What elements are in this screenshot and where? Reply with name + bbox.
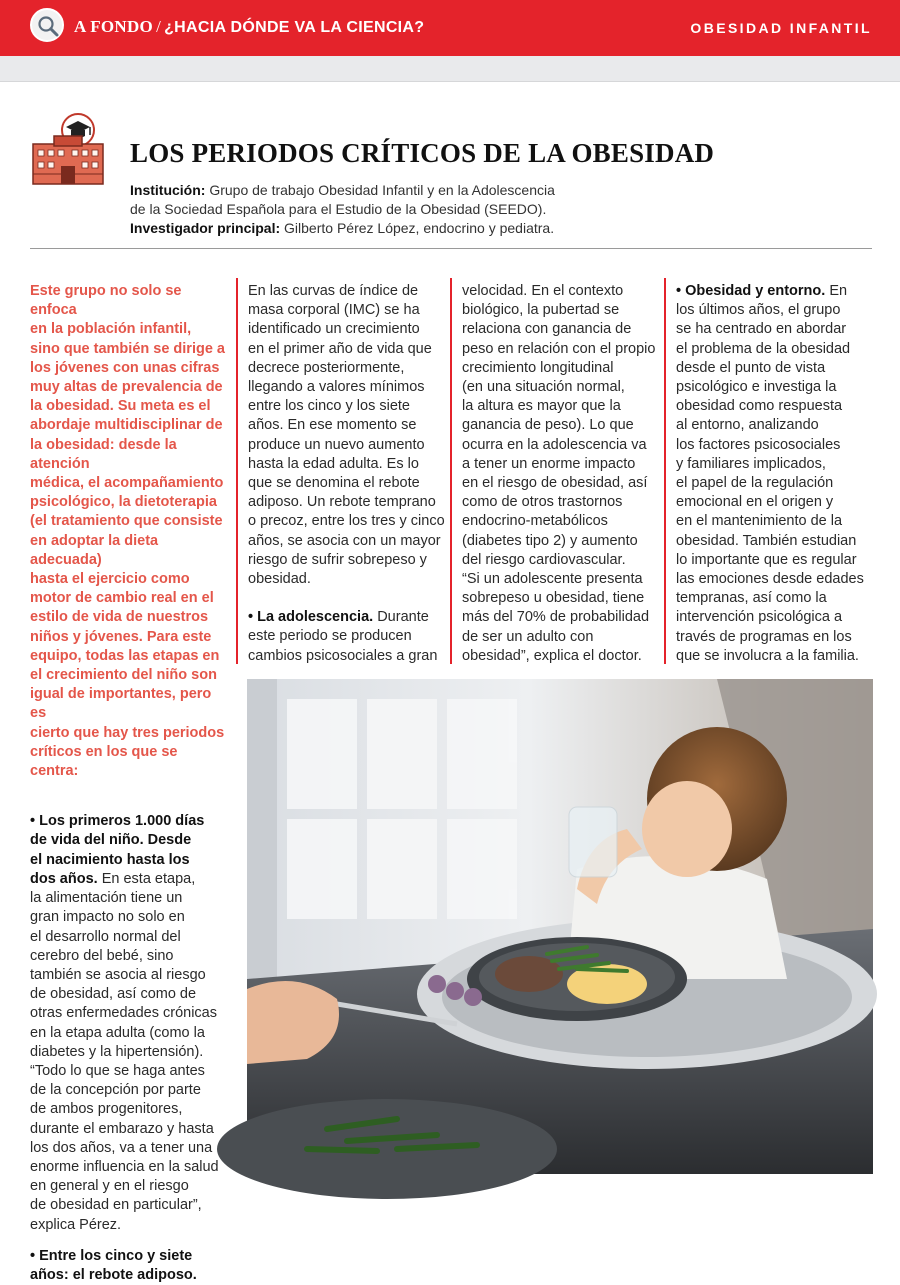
text-line: en la etapa adulta (como la bbox=[30, 1024, 205, 1041]
text-line: explica Pérez. bbox=[30, 1216, 122, 1233]
text-line: que se denomina el rebote bbox=[248, 475, 420, 492]
header-grey-band bbox=[0, 56, 900, 82]
text-line: ganancia de peso). Lo que bbox=[462, 417, 634, 434]
text-line: muy altas de prevalencia de bbox=[30, 379, 223, 396]
text-line: gran impacto no solo en bbox=[30, 909, 185, 926]
text-line: que se involucra a la familia. bbox=[676, 647, 859, 664]
text-line: peso en relación con el propio bbox=[462, 340, 656, 357]
text-line: se ha centrado en abordar bbox=[676, 321, 847, 338]
text-line: años. En ese momento se bbox=[248, 417, 417, 434]
text-line: las emociones desde edades bbox=[676, 571, 864, 588]
body-first-1000-days bbox=[30, 889, 228, 1235]
text-line: más del 70% de probabilidad bbox=[462, 609, 650, 626]
text-line: los factores psicosociales bbox=[676, 436, 841, 453]
text-line: de ambos progenitores, bbox=[30, 1101, 183, 1118]
heading-entorno: • Obesidad y entorno. bbox=[676, 283, 826, 299]
section-name: A FONDO bbox=[74, 17, 154, 36]
text-line: críticos en los que se centra: bbox=[30, 743, 178, 780]
text-line: (en una situación normal, bbox=[462, 379, 625, 396]
column-3 bbox=[462, 282, 662, 666]
text-line: la obesidad. Su meta es el bbox=[30, 398, 211, 415]
first-line-adolescencia bbox=[248, 608, 448, 627]
text-line: otras enfermedades crónicas bbox=[30, 1005, 217, 1022]
body-entorno bbox=[676, 301, 874, 666]
text-line: dos años. En esta etapa, bbox=[30, 870, 196, 887]
text-line: identificado un crecimiento bbox=[248, 321, 420, 338]
text-line: cierto que hay tres periodos bbox=[30, 724, 225, 741]
text-line: de la concepción por parte bbox=[30, 1082, 201, 1099]
text-line: intervención psicológica a bbox=[676, 609, 843, 626]
paragraph-first-1000-days bbox=[30, 812, 228, 1234]
text-line: niños y jóvenes. Para este bbox=[30, 628, 212, 645]
text-line: psicológico, la dietoterapia bbox=[30, 494, 217, 511]
text-line: igual de importantes, pero es bbox=[30, 686, 212, 722]
text-line: la alimentación tiene un bbox=[30, 890, 183, 907]
text-line: Este grupo no solo se enfoca bbox=[30, 283, 182, 319]
lead-paragraph bbox=[30, 282, 228, 781]
text-line: masa corporal (IMC) se ha bbox=[248, 302, 420, 319]
text-line: sobrepeso u obesidad, tiene bbox=[462, 590, 645, 607]
child-drinking-photo bbox=[247, 679, 873, 1174]
text-line: decrece posteriormente, bbox=[248, 359, 405, 376]
institution-value-1: Grupo de trabajo Obesidad Infantil y en la Adolescencia bbox=[209, 182, 555, 198]
text-line: obesidad. bbox=[248, 571, 311, 588]
text-line: de ser un adulto con bbox=[462, 628, 594, 645]
text-line: años, se asocia con un mayor bbox=[248, 532, 441, 549]
text-line: médica, el acompañamiento bbox=[30, 475, 224, 492]
text-line: través de programas en los bbox=[676, 628, 852, 645]
section-separator: / bbox=[156, 17, 162, 36]
text-line: cerebro del bebé, sino bbox=[30, 947, 174, 964]
text-line: como de otros trastornos bbox=[462, 494, 623, 511]
column-divider-3 bbox=[664, 278, 666, 664]
column-2 bbox=[248, 282, 448, 666]
text-line: obesidad como respuesta bbox=[676, 398, 843, 415]
text-line: o precoz, entre los tres y cinco bbox=[248, 513, 445, 530]
search-icon[interactable] bbox=[30, 8, 64, 42]
text-line: En las curvas de índice de bbox=[248, 283, 419, 299]
first-rest-adolescencia: Durante bbox=[373, 609, 429, 626]
text-line: del riesgo cardiovascular. bbox=[462, 551, 626, 568]
text-line: entre los cinco y los siete bbox=[248, 398, 410, 415]
text-line: en el primer año de vida que bbox=[248, 340, 432, 357]
text-line: lo importante que es regular bbox=[676, 551, 857, 568]
text-line: también se asocia al riesgo bbox=[30, 966, 206, 983]
investigator-value: Gilberto Pérez López, endocrino y pediatra. bbox=[284, 220, 555, 236]
text-line: el crecimiento del niño son bbox=[30, 667, 217, 684]
building-graduation-icon bbox=[30, 110, 106, 191]
title-divider bbox=[30, 248, 872, 249]
text-line: adiposo. Un rebote temprano bbox=[248, 494, 436, 511]
article-meta bbox=[130, 181, 690, 238]
body-adolescencia-cont bbox=[462, 282, 662, 666]
column-1 bbox=[30, 282, 228, 1285]
investigator-label: Investigador principal: bbox=[130, 220, 281, 236]
text-line: equipo, todas las etapas en bbox=[30, 647, 220, 664]
text-line: en el riesgo de obesidad, así bbox=[462, 475, 648, 492]
text-line: velocidad. En el contexto bbox=[462, 283, 624, 299]
text-line: diabetes y la hipertensión). bbox=[30, 1043, 204, 1060]
column-divider-1 bbox=[236, 278, 238, 664]
text-line: cambios psicosociales a gran bbox=[248, 647, 438, 664]
text-line: los últimos años, el grupo bbox=[676, 302, 841, 319]
text-line: enorme influencia en la salud bbox=[30, 1158, 219, 1175]
text-line: el desarrollo normal del bbox=[30, 928, 181, 945]
text-line-rest: En esta etapa, bbox=[97, 870, 196, 887]
text-line: en adoptar la dieta adecuada) bbox=[30, 532, 159, 568]
text-line: • Los primeros 1.000 días bbox=[30, 813, 205, 830]
first-line-entorno bbox=[676, 282, 874, 301]
text-line: este periodo se producen bbox=[248, 628, 412, 645]
text-line: endocrino-metabólicos bbox=[462, 513, 608, 530]
text-line: los dos años, va a tener una bbox=[30, 1139, 213, 1156]
text-line: riesgo de sufrir sobrepeso y bbox=[248, 551, 427, 568]
text-line: los jóvenes con unas cifras bbox=[30, 359, 220, 376]
header-bar bbox=[0, 0, 900, 56]
text-line: de obesidad en particular”, bbox=[30, 1197, 202, 1214]
text-line: llegando a valores mínimos bbox=[248, 379, 425, 396]
text-line: sino que también se dirige a bbox=[30, 340, 225, 357]
first-rest-entorno: En bbox=[825, 283, 848, 299]
body-adolescencia bbox=[248, 627, 448, 665]
text-line: el nacimiento hasta los bbox=[30, 851, 190, 868]
text-line: abordaje multidisciplinar de bbox=[30, 417, 223, 434]
text-line: crecimiento longitudinal bbox=[462, 359, 614, 376]
topic-tag: OBESIDAD INFANTIL bbox=[690, 20, 872, 36]
text-line: estilo de vida de nuestros bbox=[30, 609, 209, 626]
section-label bbox=[74, 17, 424, 37]
text-line: relaciona con ganancia de bbox=[462, 321, 632, 338]
text-line: hasta el ejercicio como bbox=[30, 571, 190, 588]
column-4 bbox=[676, 282, 874, 666]
text-line: el papel de la regulación bbox=[676, 475, 834, 492]
text-line: emocional en el origen y bbox=[676, 494, 834, 511]
text-line: hasta la edad adulta. Es lo bbox=[248, 455, 419, 472]
text-line: produce un nuevo aumento bbox=[248, 436, 425, 453]
text-line: y familiares implicados, bbox=[676, 455, 826, 472]
text-line: (diabetes tipo 2) y aumento bbox=[462, 532, 638, 549]
text-line: al entorno, analizando bbox=[676, 417, 819, 434]
text-line: años: el rebote adiposo. bbox=[30, 1266, 197, 1283]
institution-value-2: de la Sociedad Española para el Estudio de la Obesidad (SEEDO). bbox=[130, 201, 547, 217]
text-line: ocurra en la adolescencia va bbox=[462, 436, 647, 453]
text-line: motor de cambio real en el bbox=[30, 590, 214, 607]
investigator-line bbox=[130, 219, 690, 238]
body-rebote-adiposo bbox=[248, 282, 448, 589]
text-line: “Si un adolescente presenta bbox=[462, 571, 643, 588]
text-line: en el mantenimiento de la bbox=[676, 513, 843, 530]
text-line: psicológico e investiga la bbox=[676, 379, 837, 396]
text-line: biológico, la pubertad se bbox=[462, 302, 620, 319]
text-line: obesidad. También estudian bbox=[676, 532, 857, 549]
text-line: el problema de la obesidad bbox=[676, 340, 851, 357]
text-line: de obesidad, así como de bbox=[30, 986, 197, 1003]
text-line: en la población infantil, bbox=[30, 321, 192, 338]
text-line: la obesidad: desde la atención bbox=[30, 436, 177, 472]
text-line: obesidad”, explica el doctor. bbox=[462, 647, 642, 664]
text-line: a tener un enorme impacto bbox=[462, 455, 636, 472]
text-line: • Entre los cinco y siete bbox=[30, 1247, 193, 1264]
heading-adolescencia: • La adolescencia. bbox=[248, 609, 374, 626]
text-line: desde el punto de vista bbox=[676, 359, 826, 376]
text-line: en general y en el riesgo bbox=[30, 1178, 189, 1195]
text-line: de vida del niño. Desde bbox=[30, 832, 192, 849]
text-line: la altura es mayor que la bbox=[462, 398, 621, 415]
paragraph-adolescencia bbox=[248, 608, 448, 666]
subsection-name: ¿HACIA DÓNDE VA LA CIENCIA? bbox=[164, 19, 425, 36]
heading-first-1000-days bbox=[30, 812, 228, 889]
article-title: LOS PERIODOS CRÍTICOS DE LA OBESIDAD bbox=[130, 138, 715, 168]
column-divider-2 bbox=[450, 278, 452, 664]
text-line: (el tratamiento que consiste bbox=[30, 513, 223, 530]
institution-label: Institución: bbox=[130, 182, 206, 198]
institution-line-1 bbox=[130, 181, 690, 200]
heading-rebote-adiposo bbox=[30, 1247, 228, 1285]
text-line: “Todo lo que se haga antes bbox=[30, 1062, 205, 1079]
text-line: durante el embarazo y hasta bbox=[30, 1120, 214, 1137]
text-line: tempranas, así como la bbox=[676, 590, 827, 607]
